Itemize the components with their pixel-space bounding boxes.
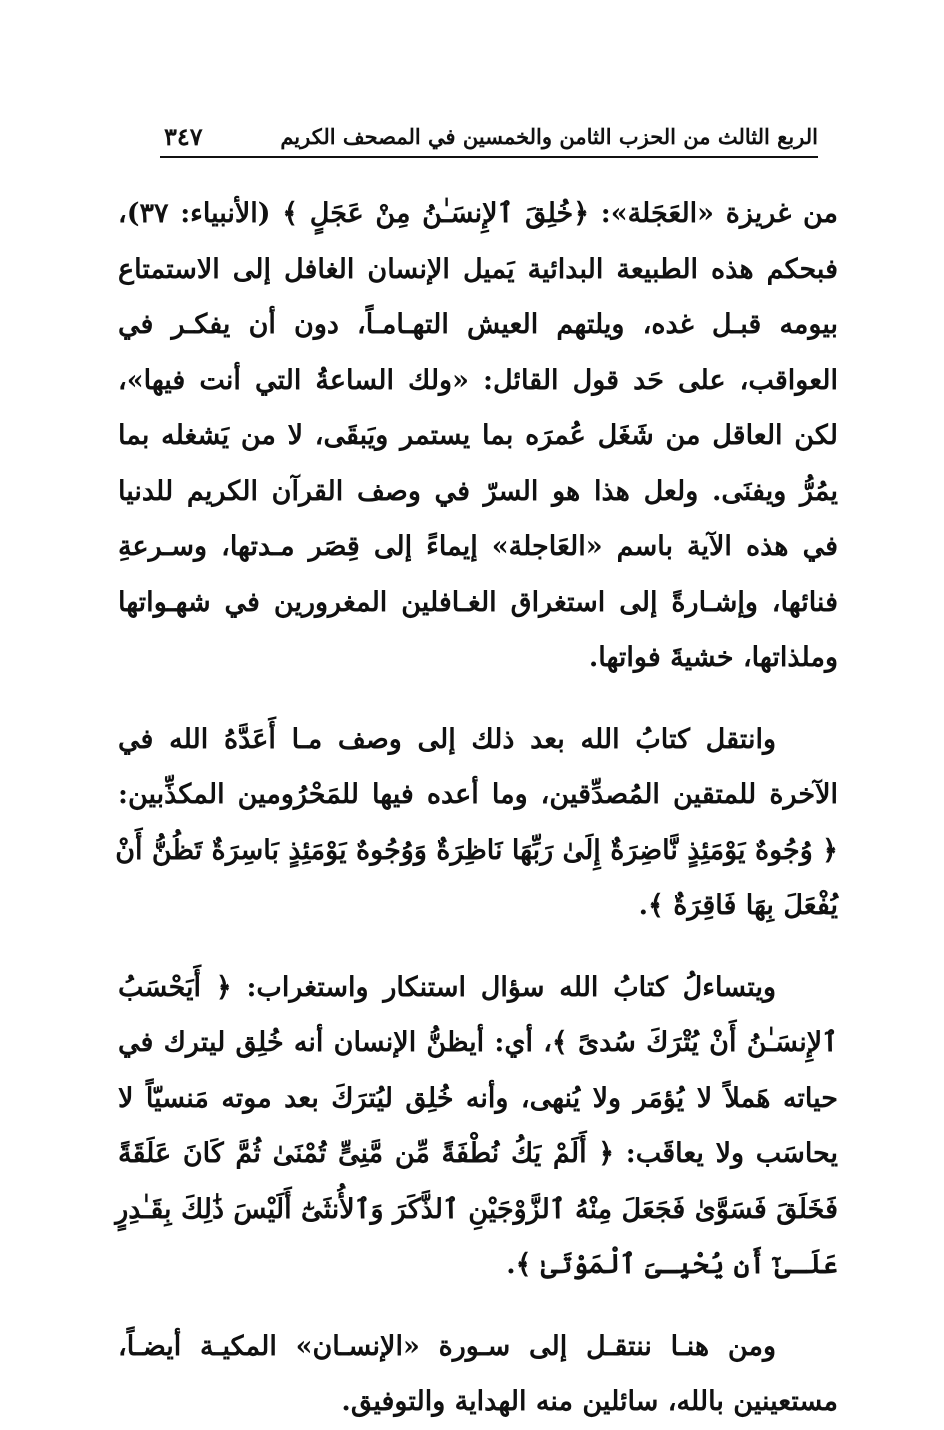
text-line: ويتساءلُ كتابُ الله سؤال استنكار واستغراب: ﴿ أَيَحْسَبُ — [118, 971, 776, 1003]
text-line: ﴿ وُجُوهٌ يَوْمَئِذٍ نَّاضِرَةٌ إِلَىٰ رَبِّهَا نَاظِرَةٌ وَوُجُوهٌ يَوْمَئِذٍ بَاسِرَةٌ تَظُنُّ أَنْ — [115, 834, 838, 866]
running-header — [160, 118, 818, 158]
text-line: الآخرة للمتقين المُصدِّقين، وما أعده فيها للمَحْرُومين المكذِّبين: — [118, 779, 838, 810]
paragraph — [118, 186, 838, 686]
header-title: الربع الثالث من الحزب الثامن والخمسين في المصحف الكريم — [280, 124, 818, 149]
text-line: العواقب، على حَد قول القائل: «ولك الساعةُ التي أنت فيها»، — [118, 364, 838, 396]
text-line: يُفْعَلَ بِهَا فَاقِرَةٌ ﴾. — [638, 890, 838, 921]
page-number: ٣٤٧ — [164, 122, 203, 151]
text-line: من غريزة «العَجَلة»: ﴿خُلِقَ ٱلإِنسَـٰنُ مِنْ عَجَلٍ ﴾ (الأنبياء: ٣٧)، — [118, 198, 838, 229]
paragraph — [118, 1319, 838, 1430]
text-line: مستعينين بالله، سائلين منه الهداية والتوفيق. — [341, 1386, 838, 1417]
text-line: ٱلإِنسَـٰنُ أَنْ يُتْرَكَ سُدىً ﴾، أي: أيظنُّ الإنسان أنه خُلِق ليترك في — [118, 1027, 838, 1058]
text-line: وملذاتها، خشيةَ فواتها. — [588, 642, 838, 673]
text-line: فنائها، وإشـارةً إلى استغراق الغـافلين المغرورين في شهـواتها — [118, 586, 838, 618]
text-line: عَلَـىٰٓ أَن يُحْيِـىَ ٱلْمَوْتَىٰ ﴾. — [506, 1249, 838, 1280]
paragraph — [115, 712, 838, 934]
text-line: حياته هَملاً لا يُؤمَر ولا يُنهى، وأنه خُلِق ليُترَكَ بعد موته مَنسيّاً لا — [118, 1082, 838, 1114]
text-line: وانتقل كتابُ الله بعد ذلك إلى وصف مـا أَعَدَّهُ الله في — [118, 723, 776, 755]
paragraph — [115, 960, 838, 1293]
header-divider — [160, 156, 818, 158]
text-line: يحاسَب ولا يعاقَب: ﴿ أَلَمْ يَكُ نُطْفَةً مِّن مَّنِىٍّ تُمْنَىٰ ثُمَّ كَانَ عَلَقَةً — [118, 1138, 838, 1169]
text-line: ومن هنـا ننتقـل إلى سـورة «الإنسـان» المكيـة أيضـاً، — [118, 1330, 776, 1362]
text-line: فبحكم هذه الطبيعة البدائية يَميل الإنسان الغافل إلى الاستمتاع — [118, 253, 838, 285]
body-text — [115, 186, 838, 1430]
text-line: بيومه قبـل غده، ويلتهم العيش التهـامـاً، دون أن يفكـر في — [118, 309, 838, 340]
text-line: يمُرُّ ويفنَى. ولعل هذا هو السرّ في وصف القرآن الكريم للدنيا — [118, 475, 838, 507]
text-line: في هذه الآية باسم «العَاجلة» إيماءً إلى قِصَر مـدتها، وسـرعةِ — [118, 531, 838, 562]
text-line: لكن العاقل من شَغَل عُمرَه بما يستمر ويَبقَى، لا من يَشغله بما — [118, 420, 838, 451]
text-line: فَخَلَقَ فَسَوَّىٰ فَجَعَلَ مِنْهُ ٱلزَّوْجَيْنِ ٱلذَّكَرَ وَٱلأُنثَىٰٓ أَلَيْسَ ذَٰلِكَ بِقَـٰدِرٍ — [115, 1193, 838, 1225]
